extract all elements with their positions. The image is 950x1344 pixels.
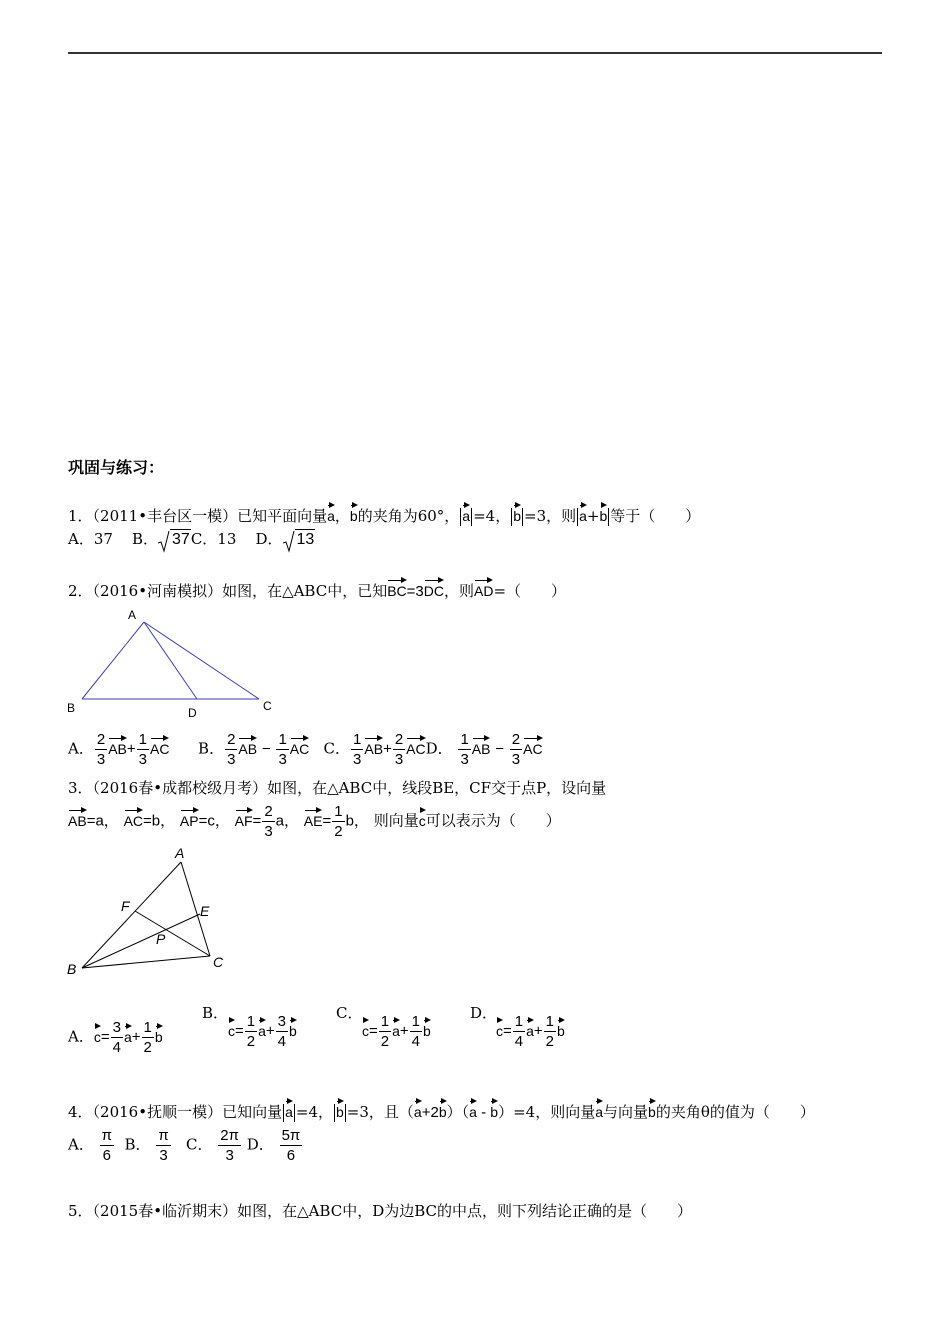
q3-option-d-label: D． [470,1004,498,1022]
q3-option-b: c= $\frac{1}{2}$ a+ $\frac{3}{4}$ b [228,1013,297,1050]
vector-b: b [350,502,358,524]
q3-option-c-label: C． [336,1004,363,1022]
question-5-stem: 5．（2015春•临沂期末）如图，在△ABC中，D为边BC的中点，则下列结论正确的是（ ） [68,1202,693,1220]
q3-option-c: c= $\frac{1}{2}$ a+ $\frac{1}{4}$ b [362,1013,431,1050]
option-b: B． [132,530,159,548]
question-3-stem: 3．（2016春•成都校级月考）如图，在△ABC中，线段BE，CF交于点P，设向量 [68,779,607,797]
label-C: C [263,699,272,713]
label-F: F [121,898,130,914]
triangle-figure-q2 [62,602,292,722]
sqrt-13: 13 [283,531,316,549]
question-4-options: A． $\frac{\pi}{6}$ B． $\frac{\pi}{3}$ C． $\frac{2\pi}{3}$ D． $\frac{5\pi}{6}$ [68,1127,301,1164]
label-P: P [156,931,166,947]
option-a: A．37 [68,530,113,548]
question-4-stem: 4．（2016•抚顺一模）已知向量 a =4， b =3，且（a+2b）（a - b）=4，则向量a与向量b的夹角θ的值为（ ） [68,1098,815,1122]
label-D: D [188,706,197,720]
option-d: D． [255,530,283,548]
q3-option-b-label: B． [202,1004,229,1022]
section-title: 巩固与练习： [68,458,165,477]
label-B: B [67,701,76,715]
label-A: A [175,845,185,861]
option-c: C．13 [190,530,237,548]
question-1-options [68,528,315,549]
label-A: A [128,608,137,622]
label-B: B [67,961,77,977]
label-C: C [213,954,224,970]
header-rule [68,52,882,54]
question-1-stem: 1．（2011•丰台区一模）已知平面向量a，b的夹角为60°， a =4， b =3，则 a+b 等于（ ） [68,502,700,526]
q3-option-a: A．c= $\frac{3}{4}$ a+ $\frac{1}{2}$ b [68,1019,163,1056]
sqrt-37: 37 [158,531,191,549]
triangle-figure-q3 [62,843,242,983]
label-E: E [200,903,210,919]
vector-a: a [327,502,335,524]
question-3-definitions: AB=a， AC=b， AP=c， AF= $\frac{2}{3}$ a， AE= $\frac{1}{2}$ b， 则向量c可以表示为（ ） [68,803,561,840]
q3-option-d: c= $\frac{1}{4}$ a+ $\frac{1}{2}$ b [496,1013,565,1050]
question-2-stem: 2．（2016•河南模拟）如图，在△ABC中，已知BC=3DC，则AD=（ ） [68,577,566,601]
question-2-options: A． $\frac{2}{3}$ AB+ $\frac{1}{3}$ AC B． $\frac{2}{3}$ AB − $\frac{1}{3}$ AC C． $\frac{1}{3}$ AB+ $\frac{2}{3}$ ACD． $\frac{1}{3}$ AB − $\frac{2}{3}$ AC [68,731,543,768]
